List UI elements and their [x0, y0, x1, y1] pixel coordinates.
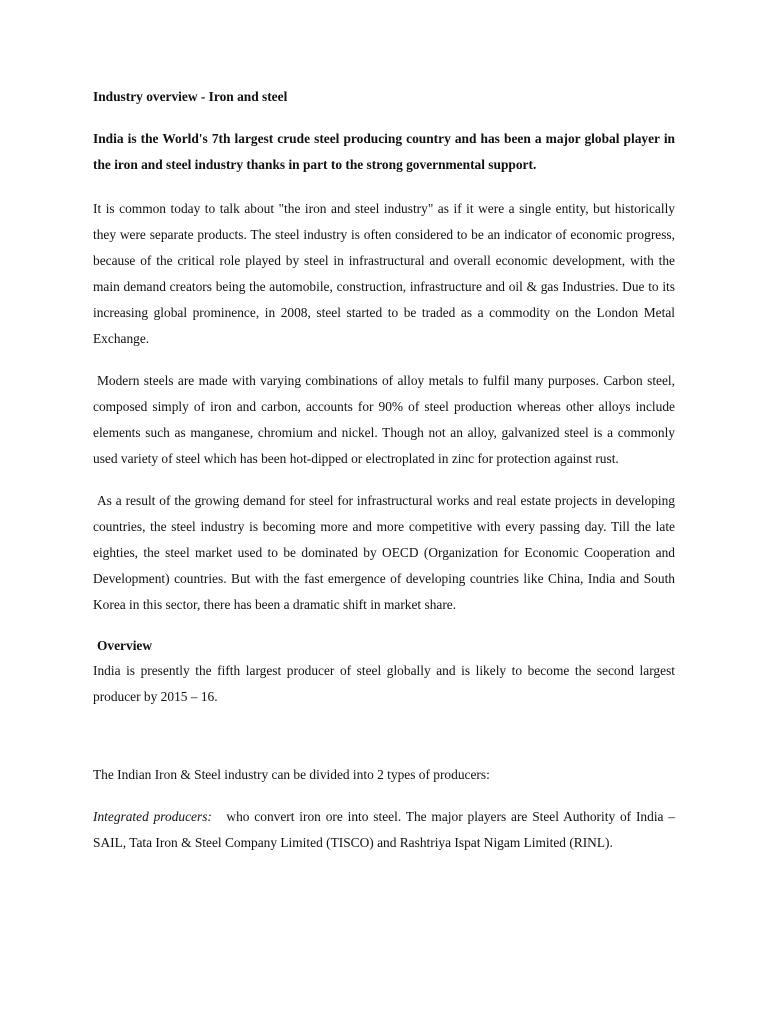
integrated-producers-text: who convert iron ore into steel. The major players are Steel Authority of India – SAIL, Tata Iron & Steel Company Limited (TISCO) and Rashtriya Ispat Nigam Limited (RINL). — [93, 809, 676, 850]
lead-paragraph: India is the World's 7th largest crude steel producing country and has been a major global player in the iron and steel industry thanks in part to the strong governmental support. — [93, 131, 675, 172]
producers-intro: The Indian Iron & Steel industry can be divided into 2 types of producers: — [93, 767, 490, 782]
integrated-producers-paragraph — [93, 804, 675, 856]
paragraph-modern-steels: Modern steels are made with varying combinations of alloy metals to fulfil many purposes. Carbon steel, composed simply of iron and carbon, accounts for 90% of steel production whereas other alloys include elements such as manganese, chromium and nickel. Though not an alloy, galvanized steel is a commonly used variety of steel which has been hot-dipped or electroplated in zinc for protection against rust. — [93, 373, 675, 466]
paragraph-growing-demand: As a result of the growing demand for steel for infrastructural works and real estate projects in developing countries, the steel industry is becoming more and more competitive with every passing day. Till the late eighties, the steel market used to be dominated by OECD (Organization for Economic Cooperation and Development) countries. But with the fast emergence of developing countries like China, India and South Korea in this sector, there has been a dramatic shift in market share. — [93, 493, 675, 612]
document-page — [93, 84, 675, 856]
paragraph-industry-entity: It is common today to talk about "the iron and steel industry" as if it were a single entity, but historically they were separate products. The steel industry is often considered to be an indicator of economic progress, because of the critical role played by steel in infrastructural and overall economic development, with the main demand creators being the automobile, construction, infrastructure and oil & gas Industries. Due to its increasing global prominence, in 2008, steel started to be traded as a commodity on the London Metal Exchange. — [93, 201, 675, 346]
integrated-producers-label: Integrated producers: — [93, 809, 212, 824]
document-title: Industry overview - Iron and steel — [93, 89, 288, 104]
overview-heading: Overview — [97, 638, 153, 653]
overview-paragraph: India is presently the fifth largest producer of steel globally and is likely to become the second largest producer by 2015 – 16. — [93, 663, 675, 704]
